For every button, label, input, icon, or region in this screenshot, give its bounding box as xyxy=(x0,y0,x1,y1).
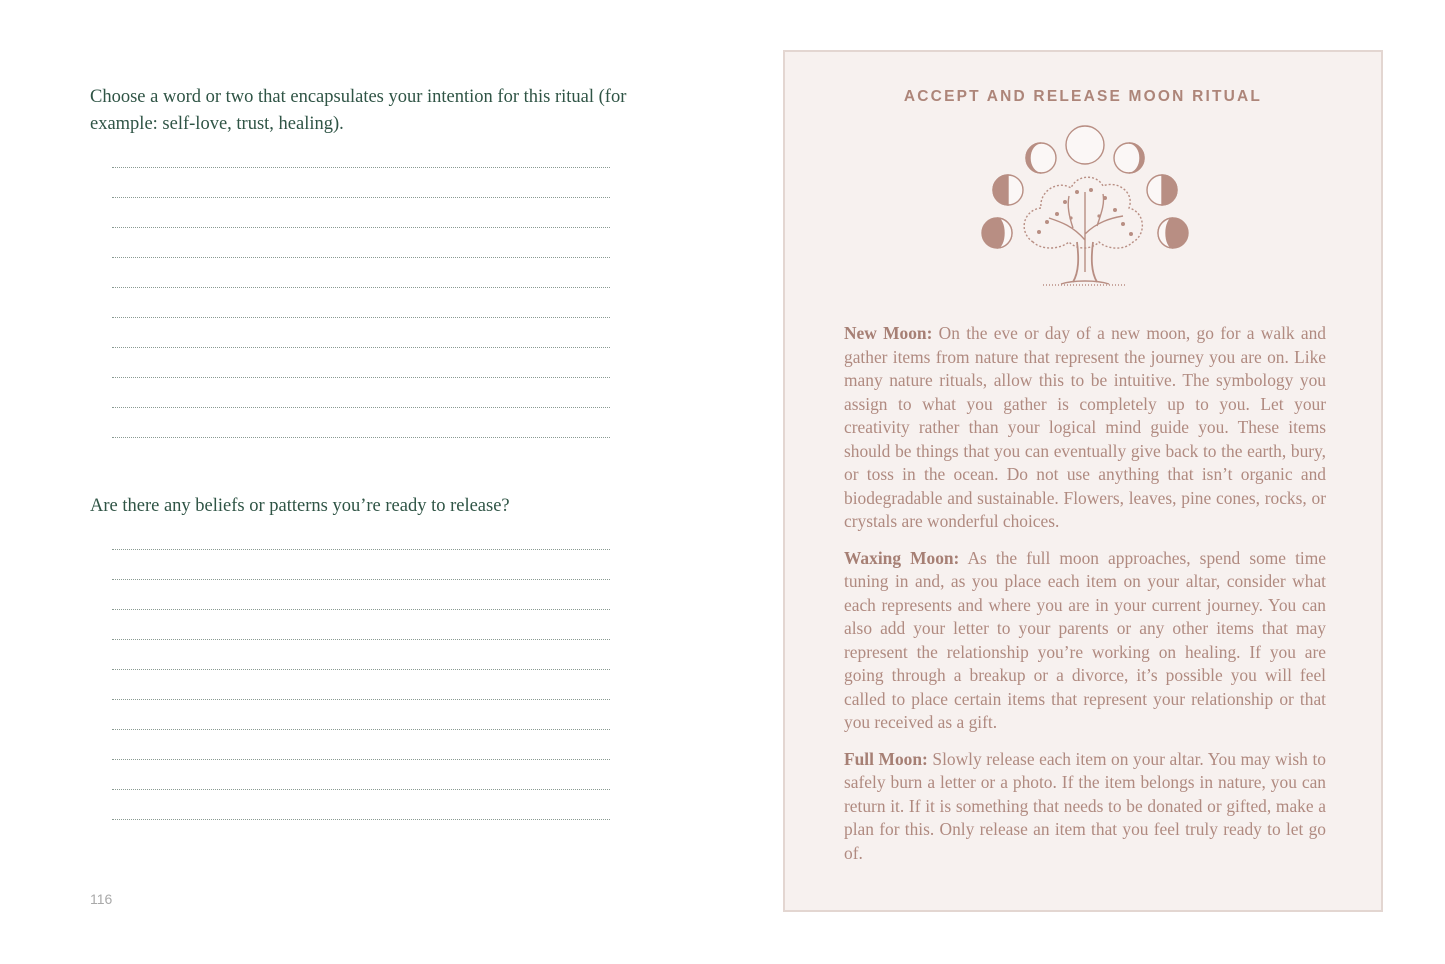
writing-line[interactable] xyxy=(112,790,610,820)
intention-writing-lines xyxy=(112,138,610,438)
new-moon-text: On the eve or day of a new moon, go for a walk and gather items from nature that represent the journey you are on. Like many nature rituals, allow this to be intuitive. The symbology you assign to what you gather is completely up to you. Let your creativity rather than your logical mind guide you. These items should be things that you can eventually give back to the earth, bury, or toss in the ocean. Do not use anything that isn’t organic and biodegradable and sustainable. Flowers, leaves, pine cones, rocks, or crystals are wonderful choices. xyxy=(844,323,1326,531)
writing-line[interactable] xyxy=(112,760,610,790)
writing-line[interactable] xyxy=(112,640,610,670)
full-moon-label: Full Moon: xyxy=(844,748,928,769)
page-number: 116 xyxy=(90,891,113,907)
ritual-instructions xyxy=(844,322,1326,878)
ritual-card xyxy=(783,50,1383,912)
writing-line[interactable] xyxy=(112,378,610,408)
release-writing-lines xyxy=(112,520,610,820)
new-moon-paragraph xyxy=(844,322,1326,534)
card-title: ACCEPT AND RELEASE MOON RITUAL xyxy=(903,88,1263,105)
writing-line[interactable] xyxy=(112,198,610,228)
release-prompt: Are there any beliefs or patterns you’re ready to release? xyxy=(90,496,510,516)
waxing-moon-label: Waxing Moon: xyxy=(844,547,960,568)
writing-line[interactable] xyxy=(112,228,610,258)
writing-line[interactable] xyxy=(112,258,610,288)
writing-line[interactable] xyxy=(112,700,610,730)
intention-prompt: Choose a word or two that encapsulates your intention for this ritual (for example: self-love, trust, healing). xyxy=(90,87,627,134)
new-moon-label: New Moon: xyxy=(844,323,933,343)
writing-line[interactable] xyxy=(112,550,610,580)
waxing-moon-paragraph xyxy=(844,547,1326,735)
left-page xyxy=(0,0,720,964)
full-moon-text: Slowly release each item on your altar. You may wish to safely burn a letter or a photo. If the item belongs in nature, you can return it. If it is something that needs to be donated or gifted, make a plan for this. Only release an item that you feel truly ready to let go of. xyxy=(844,748,1326,863)
full-moon-paragraph xyxy=(844,748,1326,866)
moon-phases-tree-icon xyxy=(973,122,1197,292)
writing-line[interactable] xyxy=(112,520,610,550)
writing-line[interactable] xyxy=(112,348,610,378)
writing-line[interactable] xyxy=(112,580,610,610)
writing-line[interactable] xyxy=(112,610,610,640)
writing-line[interactable] xyxy=(112,288,610,318)
writing-line[interactable] xyxy=(112,670,610,700)
writing-line[interactable] xyxy=(112,318,610,348)
writing-line[interactable] xyxy=(112,168,610,198)
waxing-moon-text: As the full moon approaches, spend some time tuning in and, as you place each item on your altar, consider what each represents and where you are in your current journey. You can also add your letter to your parents or any other items that may represent the relationship you’re working on healing. If you are going through a breakup or a divorce, it’s possible you will feel called to place certain items that represent your relationship or that you received as a gift. xyxy=(844,547,1326,732)
writing-line[interactable] xyxy=(112,138,610,168)
writing-line[interactable] xyxy=(112,730,610,760)
writing-line[interactable] xyxy=(112,408,610,438)
